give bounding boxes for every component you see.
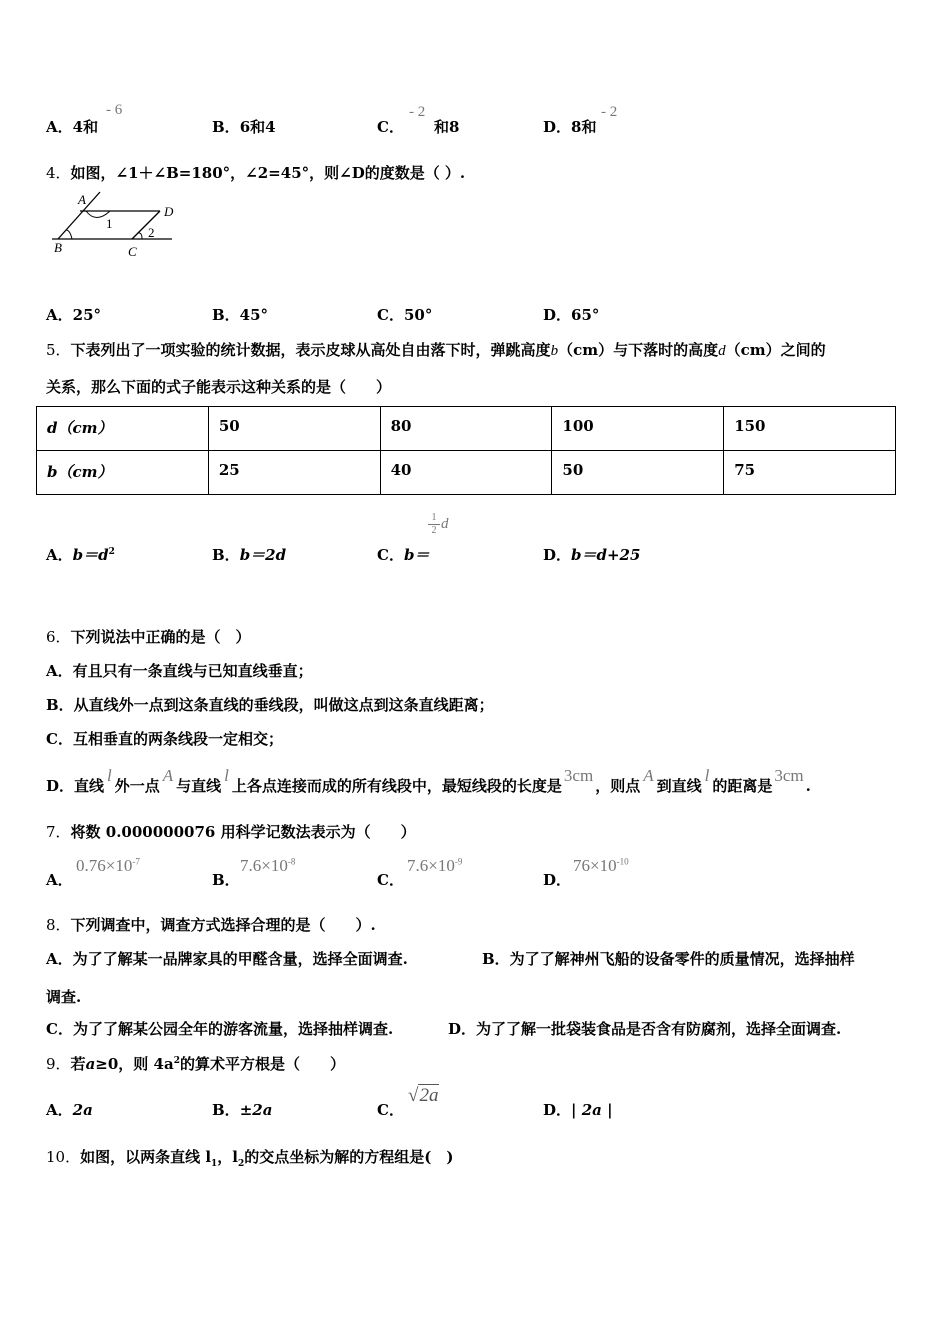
q7-option-a-value: $0.76\times 10^{-7}$: [76, 856, 140, 875]
table-cell: 40: [380, 451, 552, 495]
q3-option-d: D．8和 - 2: [543, 104, 618, 136]
q4-option-a: A．25°: [46, 306, 102, 324]
q8-option-c: C．为了了解某公园全年的游客流量，选择抽样调查.: [46, 1020, 394, 1038]
q9-option-b: B．±2a: [212, 1101, 273, 1119]
q7-option-b-value: $7.6\times 10^{-8}$: [240, 856, 296, 875]
q7-option-a-label: A．: [46, 871, 73, 889]
question-7: 7．将数 0.000000076 用科学记数法表示为（ ）: [46, 823, 416, 841]
table-cell: 100: [552, 407, 724, 451]
table-cell: 80: [380, 407, 552, 451]
table-row: [37, 407, 896, 451]
q3-option-a: A．4和 - 6: [46, 102, 123, 136]
table-cell: 75: [724, 451, 896, 495]
table-cell: 50: [552, 451, 724, 495]
q7-option-b-label: B．: [212, 871, 240, 889]
question-5-line-1: 5．下表列出了一项实验的统计数据，表示皮球从高处自由落下时，弹跳高度b（cm）与下落时的高度d（cm）之间的: [46, 341, 826, 359]
table-cell: d（cm）: [37, 407, 209, 451]
line-cd: [132, 211, 160, 239]
q9-option-c-sqrt: √2a: [408, 1085, 439, 1106]
label-1: 1: [106, 216, 113, 231]
q7-option-d-value: $76\times 10^{-10}$: [573, 856, 629, 875]
q4-option-c: C．50°: [377, 306, 433, 324]
q6-option-a: A．有且只有一条直线与已知直线垂直；: [46, 662, 313, 680]
label-a: A: [78, 192, 86, 207]
question-10: 10．如图，以两条直线 $l_1$，$l_2$的交点坐标为解的方程组是( ): [46, 1148, 454, 1169]
table-cell: 25: [208, 451, 380, 495]
q5-option-d: D．b＝d+25: [543, 546, 641, 564]
q4-option-d: D．65°: [543, 306, 600, 324]
q9-option-c-label: C．: [377, 1101, 404, 1119]
table-cell: 50: [208, 407, 380, 451]
q7-option-c-label: C．: [377, 871, 404, 889]
q9-option-a: A．2a: [46, 1101, 93, 1119]
question-9: 9．若a≥0，则 $4a^2$的算术平方根是（ ）: [46, 1055, 345, 1073]
q4-option-b: B．45°: [212, 306, 269, 324]
label-b: B: [54, 240, 62, 255]
question-8: 8．下列调查中，调查方式选择合理的是（ ）.: [46, 916, 376, 934]
angle-2-arc: [138, 233, 142, 239]
q5-data-table: [36, 406, 896, 495]
q6-option-b: B．从直线外一点到这条直线的垂线段，叫做这点到这条直线距离；: [46, 696, 494, 714]
question-5-line-2: 关系，那么下面的式子能表示这种关系的是（ ）: [46, 378, 392, 396]
q8-option-a: A．为了了解某一品牌家具的甲醛含量，选择全面调查.: [46, 950, 408, 968]
table-cell: 150: [724, 407, 896, 451]
question-4: 4．如图，∠1＋∠B=180°，∠2=45°，则∠D的度数是（ ）.: [46, 164, 466, 182]
angle-b-arc: [66, 230, 72, 239]
question-6: 6．下列说法中正确的是（ ）: [46, 628, 251, 646]
q9-option-d: D．| 2a |: [543, 1101, 613, 1119]
q5-option-c: C．b＝: [377, 546, 430, 564]
q5-option-b: B．b＝2d: [212, 546, 287, 564]
q6-option-d: D．直线l外一点A与直线l上各点连接而成的所有线段中，最短线段的长度是3cm，则点A到直线l的距离是3cm.: [46, 766, 811, 795]
table-cell: b（cm）: [37, 451, 209, 495]
q7-option-c-value: $7.6\times 10^{-9}$: [407, 856, 463, 875]
label-2: 2: [148, 225, 155, 240]
q4-parallelogram-figure: [50, 188, 180, 260]
q6-option-c: C．互相垂直的两条线段一定相交；: [46, 730, 283, 748]
label-c: C: [128, 244, 137, 259]
q8-option-b-continued: 调查.: [46, 988, 82, 1006]
label-d: D: [164, 204, 174, 219]
q3-option-b: B．6和4: [212, 118, 276, 136]
q5-option-c-var: d: [441, 516, 449, 532]
q5-option-c-fraction: 1 2: [428, 513, 440, 536]
q3-option-c: C． 和8 - 2: [377, 104, 460, 136]
table-row: [37, 451, 896, 495]
q8-option-b: B．为了了解神州飞船的设备零件的质量情况，选择抽样: [482, 950, 855, 968]
q5-option-a: A．$b=d^2$: [46, 546, 115, 564]
q7-option-d-label: D．: [543, 871, 572, 889]
q8-option-d: D．为了了解一批袋装食品是否含有防腐剂，选择全面调查.: [448, 1020, 842, 1038]
